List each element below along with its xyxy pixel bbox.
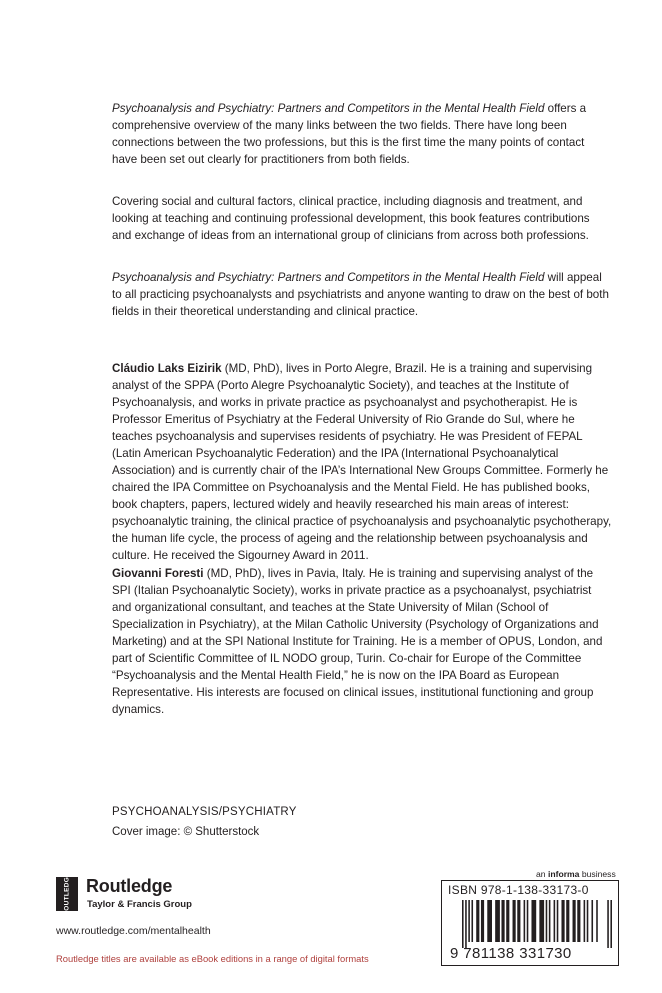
barcode-bar	[487, 900, 492, 942]
barcode-bar	[468, 900, 470, 942]
author-bio-text: (MD, PhD), lives in Pavia, Italy. He is training and supervising analyst of the SPI (Italian Psychoanalytic Society), works in private practice as a psychoanalyst, psychiatrist and organizational consultant, and teaches at the State University of Milan (School of Specialization in Psychiatry), at the Milan Catholic University (Psychology of Organizations and Marketing) and at the SPI National Institute for Training. He is a member of OPUS, London, and part of Scientific Committee of IL NODO group, Turin. Co-chair for Europe of the Committee “Psychoanalysis and the Mental Health Field,” he is now on the IPA Board as European Representative. His interests are focused on clinical issues, institutional functioning and group dynamics.	[112, 567, 603, 716]
barcode-bar	[481, 900, 484, 942]
barcode-bar	[607, 900, 609, 948]
barcode-bar	[577, 900, 580, 942]
barcode-bar	[513, 900, 516, 942]
logo-text: ROUTLEDGE	[63, 872, 71, 916]
barcode-bar	[584, 900, 586, 942]
barcode-bar	[554, 900, 556, 942]
author-bio-2	[112, 565, 612, 718]
book-title: Psychoanalysis and Psychiatry: Partners and Competitors in the Mental Health Field	[112, 271, 545, 284]
blurb-paragraph-2: Covering social and cultural factors, clinical practice, including diagnosis and treatment, and looking at teaching and continuing professional development, this book features contributions and exchange of ideas from an international group of clinicians from across both professions.	[112, 195, 590, 242]
barcode-digits: 9 781138 331730	[450, 945, 572, 962]
barcode-bar	[517, 900, 520, 942]
book-title: Psychoanalysis and Psychiatry: Partners and Competitors in the Mental Health Field	[112, 102, 545, 115]
barcode-bar	[587, 900, 589, 942]
barcode-bar	[465, 900, 467, 948]
barcode-bar	[546, 900, 548, 942]
publisher-group: Taylor & Francis Group	[87, 899, 192, 910]
barcode-bar	[527, 900, 529, 942]
barcode-bar	[557, 900, 559, 942]
informa-brand: informa	[547, 869, 580, 879]
author-name: Cláudio Laks Eizirik	[112, 362, 222, 375]
blurb-paragraph-1	[112, 100, 612, 168]
isbn-label: ISBN 978-1-138-33173-0	[448, 883, 589, 897]
subject-category: PSYCHOANALYSIS/PSYCHIATRY	[112, 806, 297, 818]
barcode-bar	[539, 900, 544, 942]
barcode-bar	[596, 900, 598, 942]
barcode-bar	[501, 900, 504, 942]
author-bio-1	[112, 360, 612, 564]
author-bio-text: (MD, PhD), lives in Porto Alegre, Brazil. He is a training and supervising analyst of the SPPA (Porto Alegre Psychoanalytic Society), and teaches at the Institute of Psychoanalysis, and works in private practice as psychoanalyst and psychotherapist. He is Professor Emeritus of Psychiatry at the Federal University of Rio Grande do Sul, where he teaches psychoanalysis and supervises residents of psychiatry. He was President of FEPAL (Latin American Psychoanalytic Federation) and the IPA (International Psychoanalytical Association) and is currently chair of the IPA’s International New Groups Committee. Formerly he chaired the IPA Committee on Psychoanalysis and the Mental Field. He has published books, book chapters, papers, lectured widely and heavily researched his main areas of interest: psychoanalytic training, the clinical practice of psychoanalysis and psychoanalytic psychotherapy, the human life cycle, the process of ageing and the relationship between psychoanalysis and culture. He received the Sigourney Award in 2011.	[112, 362, 612, 562]
barcode-bar	[531, 900, 536, 942]
publisher-website-link[interactable]: www.routledge.com/mentalhealth	[56, 925, 211, 937]
barcode-icon	[462, 900, 612, 948]
barcode-bar	[495, 900, 500, 942]
blurb-paragraph-3	[112, 269, 612, 320]
barcode-bar	[471, 900, 473, 942]
author-name: Giovanni Foresti	[112, 567, 204, 580]
barcode-bar	[591, 900, 593, 942]
barcode-bar	[549, 900, 551, 942]
informa-business-label: an informa business	[536, 869, 616, 879]
barcode-bar	[610, 900, 612, 948]
barcode-bar	[561, 900, 564, 942]
routledge-logo-icon	[56, 872, 78, 916]
blurb-text: will appeal to all practicing psychoanalysts and psychiatrists and anyone wanting to draw on the best of both fields in their theoretical understanding and clinical practice.	[112, 271, 609, 318]
ebook-note: Routledge titles are available as eBook editions in a range of digital formats	[56, 953, 369, 964]
barcode-bar	[462, 900, 464, 948]
barcode-bar	[476, 900, 479, 942]
publisher-name: Routledge	[86, 876, 173, 896]
barcode-bar	[524, 900, 526, 942]
cover-image-credit: Cover image: © Shutterstock	[112, 826, 260, 838]
barcode-bar	[506, 900, 509, 942]
barcode-bar	[566, 900, 569, 942]
barcode-bar	[573, 900, 576, 942]
blurb-text: offers a comprehensive overview of the many links between the two fields. There have long been connections between the two professions, but this is the first time the many points of contact have been set out clearly for practitioners from both fields.	[112, 102, 587, 166]
